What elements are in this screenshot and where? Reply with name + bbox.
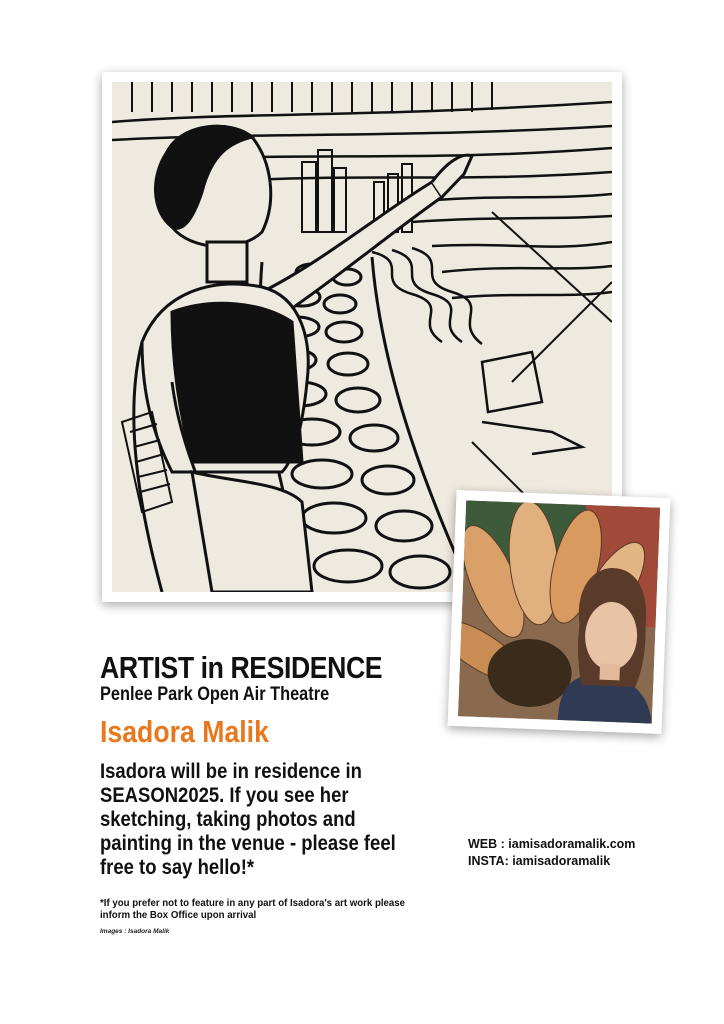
artist-name: Isadora Malik [100, 714, 269, 749]
venue-subtitle: Penlee Park Open Air Theatre [100, 684, 330, 705]
artist-portrait-image [458, 500, 660, 723]
website-link[interactable]: WEB : iamisadoramalik.com [468, 837, 636, 851]
disclaimer-note: *If you prefer not to feature in any part of Isadora's art work please inform the Box Office upon arrival [100, 897, 406, 921]
page-title: ARTIST in RESIDENCE [100, 650, 383, 685]
instagram-handle[interactable]: INSTA: iamisadoramalik [468, 854, 611, 868]
portrait-photo [448, 490, 671, 734]
image-credit: Images : Isadora Malik [100, 928, 170, 935]
residence-description: Isadora will be in residence in SEASON2025. If you see her sketching, taking photos and painting in the venue - please feel free to say hello!* [100, 760, 396, 879]
contact-info [468, 836, 635, 870]
